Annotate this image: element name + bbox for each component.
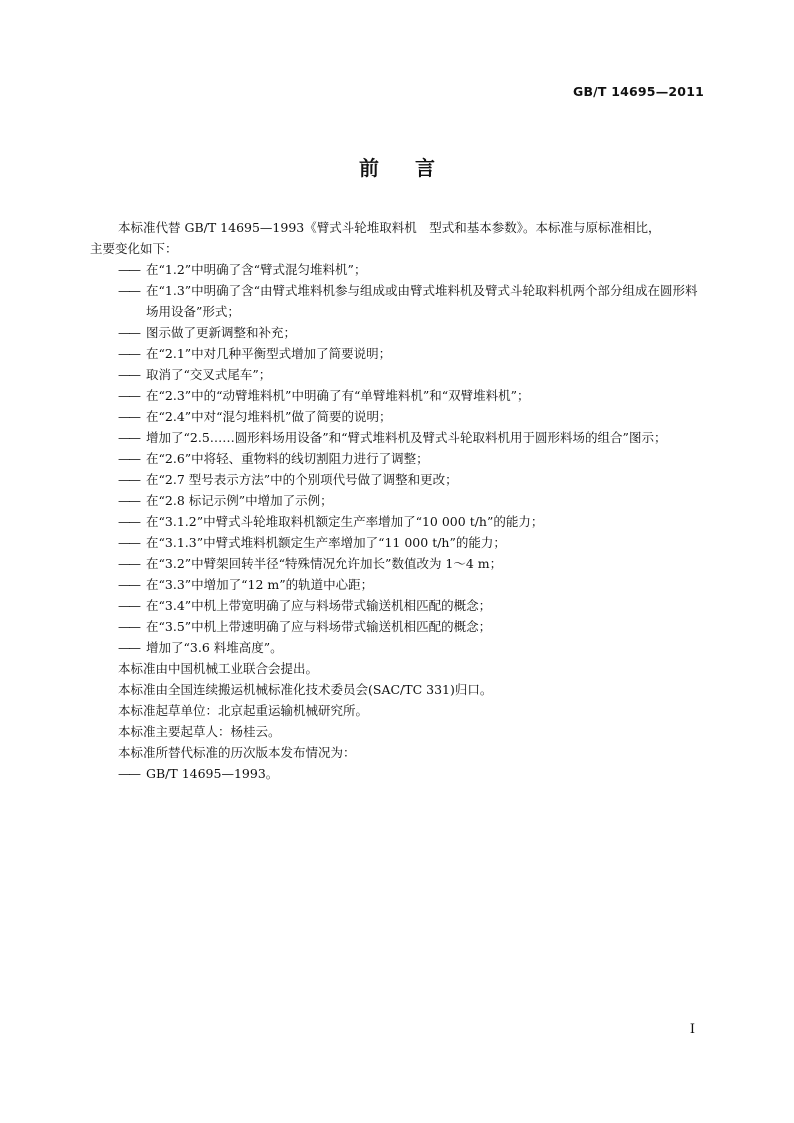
list-item-text: 在“1.2”中明确了含“臂式混匀堆料机”； bbox=[146, 262, 367, 277]
dash-marker: —— bbox=[118, 598, 139, 613]
dash-marker: —— bbox=[118, 451, 139, 466]
list-item bbox=[118, 427, 708, 448]
list-item bbox=[118, 490, 708, 511]
list-item bbox=[118, 553, 708, 574]
list-item-text: 图示做了更新调整和补充； bbox=[146, 325, 297, 340]
list-item bbox=[118, 280, 708, 322]
dash-marker: —— bbox=[118, 346, 139, 361]
list-item-text: 在“3.3”中增加了“12 m”的轨道中心距； bbox=[146, 577, 374, 592]
intro-text-1: 本标准代替 GB/T 14695—1993《臂式斗轮堆取料机 型式和基本参数》。本标准与原标准相比， bbox=[118, 220, 661, 235]
dash-marker: —— bbox=[118, 409, 139, 424]
list-item bbox=[118, 574, 708, 595]
dash-marker: —— bbox=[118, 514, 139, 529]
list-item-text: 在“1.3”中明确了含“由臂式堆料机参与组成或由臂式堆料机及臂式斗轮取料机两个部分组成在圆形料场用设备”形式； bbox=[146, 283, 698, 319]
list-item-text: 在“3.1.2”中臂式斗轮堆取料机额定生产率增加了“10 000 t/h”的能力； bbox=[146, 514, 544, 529]
list-item-text: 在“2.8 标记示例”中增加了示例； bbox=[146, 493, 333, 508]
dash-marker: —— bbox=[118, 619, 139, 634]
list-item-text: 增加了“3.6 料堆高度”。 bbox=[146, 640, 283, 655]
list-item bbox=[118, 343, 708, 364]
dash-marker: —— bbox=[118, 325, 139, 340]
dash-marker: —— bbox=[118, 388, 139, 403]
dash-marker: —— bbox=[118, 367, 139, 382]
list-item-text: 在“2.7 型号表示方法”中的个别项代号做了调整和更改； bbox=[146, 472, 458, 487]
list-item-text: 在“2.6”中将轻、重物料的线切割阻力进行了调整； bbox=[146, 451, 429, 466]
list-item-text: 在“3.4”中机上带宽明确了应与料场带式输送机相匹配的概念； bbox=[146, 598, 492, 613]
changes-list bbox=[118, 259, 708, 658]
list-item bbox=[118, 637, 708, 658]
list-item bbox=[118, 406, 708, 427]
dash-marker: —— bbox=[118, 430, 139, 445]
dash-marker: —— bbox=[118, 766, 139, 781]
statement-history-intro: 本标准所替代标准的历次版本发布情况为： bbox=[118, 745, 356, 760]
page-number: I bbox=[689, 1022, 695, 1037]
statement-drafter: 本标准主要起草人：杨桂云。 bbox=[118, 724, 281, 739]
history-item bbox=[118, 763, 708, 784]
list-item bbox=[118, 259, 708, 280]
list-item-text: 在“2.1”中对几种平衡型式增加了简要说明； bbox=[146, 346, 392, 361]
dash-marker: —— bbox=[118, 472, 139, 487]
list-item-text: 在“3.2”中臂架回转半径“特殊情况允许加长”数值改为 1～4 m； bbox=[146, 556, 503, 571]
dash-marker: —— bbox=[118, 577, 139, 592]
list-item bbox=[118, 511, 708, 532]
dash-marker: —— bbox=[118, 640, 139, 655]
list-item-text: 增加了“2.5……圆形料场用设备”和“臂式堆料机及臂式斗轮取料机用于圆形料场的组合”图示； bbox=[146, 430, 667, 445]
statement-proposer: 本标准由中国机械工业联合会提出。 bbox=[118, 661, 319, 676]
list-item bbox=[118, 595, 708, 616]
list-item-text: 在“2.4”中对“混匀堆料机”做了简要的说明； bbox=[146, 409, 392, 424]
dash-marker: —— bbox=[118, 493, 139, 508]
statement-drafting-unit: 本标准起草单位：北京起重运输机械研究所。 bbox=[118, 703, 369, 718]
list-item bbox=[118, 532, 708, 553]
dash-marker: —— bbox=[118, 262, 139, 277]
list-item-text: 在“3.5”中机上带速明确了应与料场带式输送机相匹配的概念； bbox=[146, 619, 492, 634]
dash-marker: —— bbox=[118, 283, 139, 298]
list-item-text: 取消了“交叉式尾车”； bbox=[146, 367, 272, 382]
list-item bbox=[118, 322, 708, 343]
list-item bbox=[118, 616, 708, 637]
dash-marker: —— bbox=[118, 556, 139, 571]
list-item bbox=[118, 469, 708, 490]
list-item bbox=[118, 364, 708, 385]
intro-line-1 bbox=[118, 217, 708, 238]
list-item bbox=[118, 385, 708, 406]
history-item-text: GB/T 14695—1993。 bbox=[146, 766, 279, 781]
intro-line-2: 主要变化如下： bbox=[90, 241, 178, 256]
page-title: 前言 bbox=[359, 156, 471, 180]
list-item-text: 在“3.1.3”中臂式堆料机额定生产率增加了“11 000 t/h”的能力； bbox=[146, 535, 506, 550]
standard-number-header: GB/T 14695—2011 bbox=[572, 84, 704, 99]
list-item-text: 在“2.3”中的“动臂堆料机”中明确了有“单臂堆料机”和“双臂堆料机”； bbox=[146, 388, 530, 403]
dash-marker: —— bbox=[118, 535, 139, 550]
list-item bbox=[118, 448, 708, 469]
statement-committee: 本标准由全国连续搬运机械标准化技术委员会(SAC/TC 331)归口。 bbox=[118, 682, 493, 697]
foreword-body bbox=[90, 217, 708, 784]
